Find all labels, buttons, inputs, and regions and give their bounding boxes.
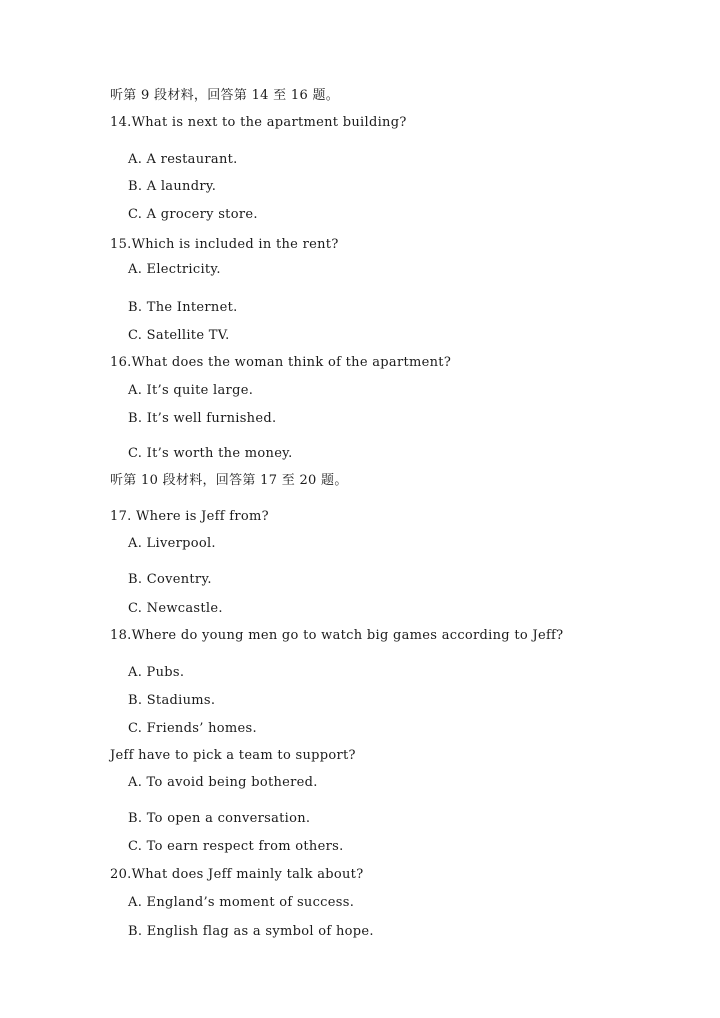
question-14: 14.What is next to the apartment building? [110,115,407,130]
question-17: 17. Where is Jeff from? [110,509,269,524]
q19-option-c: C. To earn respect from others. [128,839,344,854]
q18-option-a: A. Pubs. [128,665,185,680]
q18-option-c: C. Friends’ homes. [128,721,257,736]
q17-option-b: B. Coventry. [128,572,212,587]
q15-option-c: C. Satellite TV. [128,328,230,343]
question-19: Jeff have to pick a team to support? [110,748,356,763]
q17-option-c: C. Newcastle. [128,601,223,616]
q14-option-a: A. A restaurant. [128,152,238,167]
q14-option-c: C. A grocery store. [128,207,258,222]
q15-option-a: A. Electricity. [128,262,221,277]
q20-option-b: B. English flag as a symbol of hope. [128,924,374,939]
q17-option-a: A. Liverpool. [128,536,216,551]
q16-option-a: A. It’s quite large. [128,383,254,398]
q14-option-b: B. A laundry. [128,179,217,194]
q20-option-a: A. England’s moment of success. [128,895,355,910]
question-15: 15.Which is included in the rent? [110,237,339,252]
question-16: 16.What does the woman think of the apartment? [110,355,452,370]
q16-option-b: B. It’s well furnished. [128,411,277,426]
section-header-9: 听第 9 段材料，回答第 14 至 16 题。 [110,88,340,103]
q19-option-b: B. To open a conversation. [128,811,311,826]
q18-option-b: B. Stadiums. [128,693,216,708]
section-header-10: 听第 10 段材料，回答第 17 至 20 题。 [110,473,348,488]
q19-option-a: A. To avoid being bothered. [128,775,318,790]
q15-option-b: B. The Internet. [128,300,238,315]
q16-option-c: C. It’s worth the money. [128,446,293,461]
question-18: 18.Where do young men go to watch big games according to Jeff? [110,628,564,643]
question-20: 20.What does Jeff mainly talk about? [110,867,364,882]
